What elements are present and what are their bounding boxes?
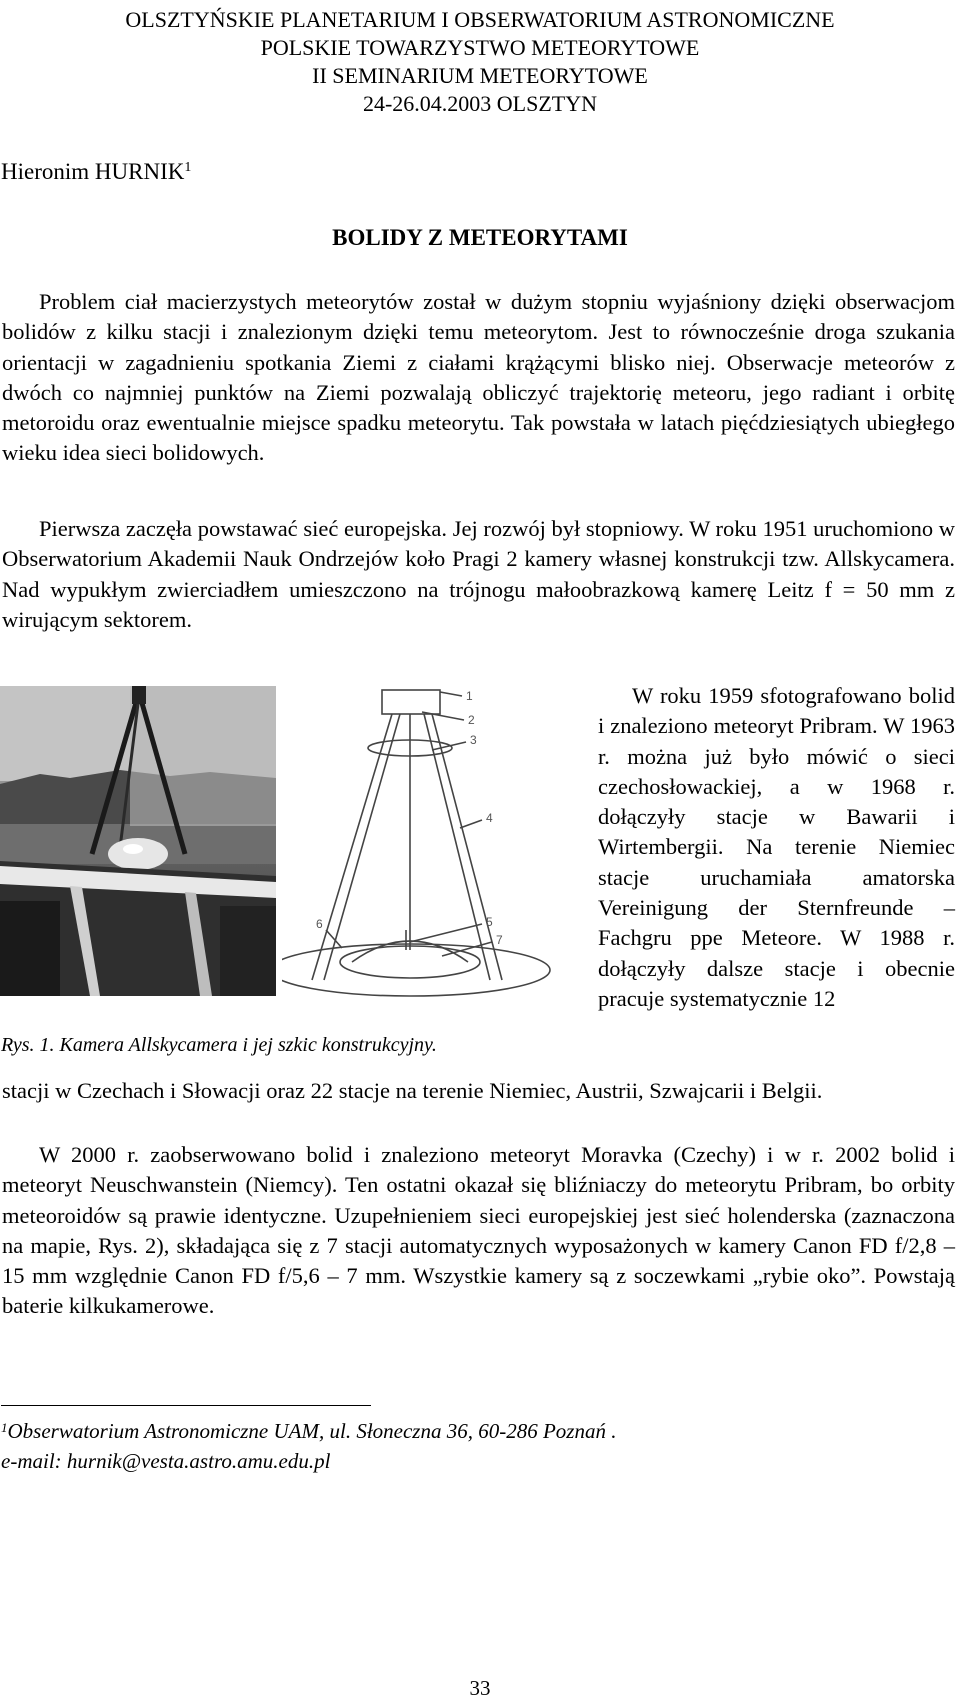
footnote-mark: 1 [1,1420,8,1435]
author-footnote-mark: 1 [184,160,192,175]
paper-title: BOLIDY Z METEORYTAMI [332,225,628,250]
sketch-label-3: 3 [470,733,477,747]
sketch-label-5: 5 [486,915,493,929]
sketch-label-1: 1 [466,689,473,703]
camera-photo-drawing [0,686,276,996]
sketch-label-6: 6 [316,917,323,931]
header-line-1: OLSZTYŃSKIE PLANETARIUM I OBSERWATORIUM ASTRONOMICZNE [125,7,835,32]
footnote-affiliation [1,1416,616,1446]
paragraph-3-text: W roku 1959 sfotografowano bolid i znaleziono meteoryt Pribram. W 1963 r. można już było mówić o sieci czechosłowackiej, a w 1968 r. dołączyły stacje w Bawarii i Wirtembergii. Na terenie Niemiec stacje uruchamiała amatorska Vereinigung der Sternfreunde – Fachgru ppe Meteore. W 1988 r. dołączyły dalsze stacje i obecnie pracuje systematycznie 12 [598,683,955,1011]
paragraph-4: W 2000 r. zaobserwowano bolid i znaleziono meteoryt Moravka (Czechy) i w r. 2002 bolid i meteoryt Neuschwanstein (Niemcy). Ten ostatni okazał się bliźniaczy do meteorytu Pribram, bo orbity meteoroidów są prawie identyczne. Uzupełnieniem sieci europejskiej jest sieć holenderska (zaznaczona na mapie, Rys. 2), składająca się z 7 stacji automatycznych wyposażonych w kamery Canon FD f/2,8 – 15 mm względnie Canon FD f/5,6 – 7 mm. Wszystkie kamery są z soczewkami „rybie oko”. Powstają baterie kilkukamerowe. [2,1142,955,1319]
camera-construction-sketch [282,680,570,1000]
footnote [1,1416,616,1476]
footnote-divider [1,1405,371,1406]
paragraph-3-wrapped [598,681,955,1014]
footnote-affiliation-text: Obserwatorium Astronomiczne UAM, ul. Słoneczna 36, 60-286 Poznań . [7,1419,617,1443]
header-line-4: 24-26.04.2003 OLSZTYN [362,91,598,116]
sketch-label-4: 4 [486,811,493,825]
footnote-email: e-mail: hurnik@vesta.astro.amu.edu.pl [1,1449,331,1473]
header-line-2: POLSKIE TOWARZYSTWO METEORYTOWE [260,35,700,60]
figure-1 [0,686,570,1026]
sketch-label-7: 7 [496,933,503,947]
page-number: 33 [469,1676,491,1700]
header-line-3: II SEMINARIUM METEORYTOWE [312,63,648,88]
paragraph-3-continuation: stacji w Czechach i Słowacji oraz 22 stacje na terenie Niemiec, Austrii, Szwajcarii i Belgii. [2,1078,823,1103]
conference-header [0,6,960,118]
camera-photo [0,686,276,996]
sketch-label-2: 2 [468,713,475,727]
author-name [1,158,191,186]
paragraph-1: Problem ciał macierzystych meteorytów został w dużym stopniu wyjaśniony dzięki obserwacjom bolidów z kilku stacji i znalezionym dzięki temu meteorytom. Jest to równocześnie droga szukania orientacji w zagadnieniu spotkania Ziemi z ciałami krążącymi blisko niej. Obserwacje meteorów z dwóch co najmniej punktów na Ziemi pozwalają obliczyć trajektorię meteoru, jego radiant i orbitę metoroidu oraz ewentualnie miejsce spadku meteorytu. Tak powstała w latach pięćdziesiątych ubiegłego wieku idea sieci bolidowych. [2,289,955,466]
author-name-text: Hieronim HURNIK [1,159,185,184]
paragraph-2: Pierwsza zaczęła powstawać sieć europejska. Jej rozwój był stopniowy. W roku 1951 uruchomiono w Obserwatorium Akademii Nauk Ondrzejów koło Pragi 2 kamery własnej konstrukcji tzw. Allskycamera. Nad wypukłym zwierciadłem umieszczono na trójnogu małoobrazkową kamerę Leitz f = 50 mm z wirującym sektorem. [2,516,955,632]
figure-caption: Rys. 1. Kamera Allskycamera i jej szkic konstrukcyjny. [1,1034,437,1056]
